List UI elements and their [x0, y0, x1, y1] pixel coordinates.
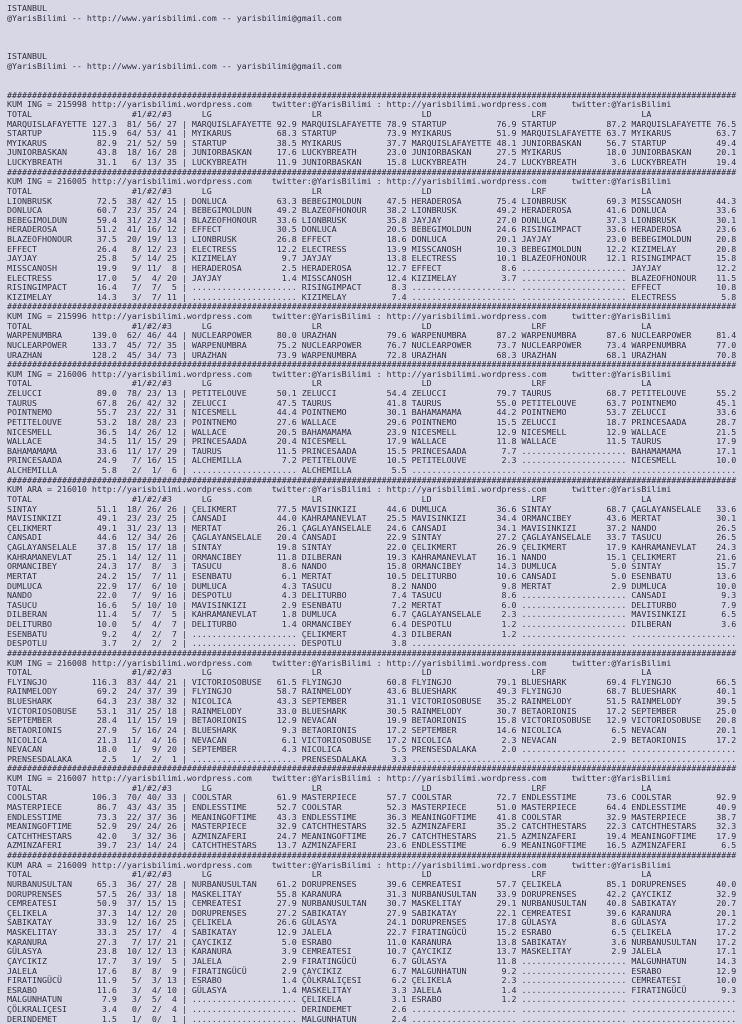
- stat-row-line: KAHRAMANEVLAT 25.1 14/ 12/ 11 | ORMANCIBEY 11.8 DILBERAN 19.3 KAHRAMANEVLAT 16.1 NANDO 15.1 ÇELIKMERT 21.6: [7, 551, 737, 562]
- byline-text: @YarisBilimi -- http://www.yarisbilimi.com -- yarisbilimi@gmail.com: [7, 60, 342, 71]
- stat-row-line: VICTORIOSOBUSE 53.1 31/ 25/ 18 | RAINMELODY 33.0 BLUESHARK 30.5 RAINMELODY 30.7 BETAORIONIS 17.2 SEPTEMBER 25.0: [7, 705, 737, 716]
- stat-row-line: MASKELITAY 33.3 25/ 17/ 4 | SABIKATAY 12.9 JALELA 22.7 FIRATINGÜCÜ 15.2 ESRABO 6.5 ÇELIKELA 17.2: [7, 927, 737, 937]
- stat-row-line: CEMREATESI 50.9 37/ 15/ 15 | CEMREATESI 27.9 NURBANUSULTAN 30.7 MASKELITAY 29.1 NURBANUSULTAN 40.8 SABIKATAY 20.7: [7, 898, 737, 909]
- section-title-line: KUM ARA = 216010 http://yarisbilimi.wordpress.com twitter:@YarisBilimi : http://yarisbilimi.wordpress.com twitter:@YarisBilimi: [7, 484, 672, 495]
- stat-row-line: BLAZEOFHONOUR 37.5 20/ 19/ 13 | LIONBRUSK 26.8 EFFECT 18.6 DONLUCA 20.1 JAYJAY 23.0 BEBEGIMOLDUN 20.8: [7, 234, 737, 244]
- stat-row-line: DUMLUCA 22.9 17/ 6/ 10 | DUMLUCA 4.3 TASUCU 8.2 NANDO 9.8 MERTAT 2.9 DUMLUCA 10.0: [7, 580, 737, 591]
- stat-row-line: DILBERAN 11.4 5/ 7/ 5 | KAHRAMANEVLAT 1.8 DUMLUCA 6.7 ÇAGLAYANSELALE 2.3 ..................... MAVISINKIZI 6.5: [7, 609, 737, 620]
- stat-row-line: NANDO 22.0 7/ 9/ 16 | DESPOTLU 4.3 DELITURBO 7.4 TASUCU 8.6 ..................... CANSADI 9.3: [7, 590, 737, 601]
- stat-row-line: ESENBATU 9.2 4/ 2/ 7 | ..................... ÇELIKMERT 4.3 DILBERAN 1.2 ..................... .....................: [7, 628, 737, 639]
- race-section: [7, 851, 742, 1024]
- stat-row-line: ENDLESSTIME 73.3 22/ 37/ 36 | MEANINGOFTIME 43.3 ENDLESSTIME 36.3 MEANINGOFTIME 41.8 COOLSTAR 32.9 MASTERPIECE 38.7: [7, 811, 737, 822]
- stat-row-line: POINTNEMO 55.7 23/ 22/ 31 | NICESMELL 44.4 POINTNEMO 30.1 BAHAMAMAMA 44.2 POINTNEMO 53.7 ZELUCCI 33.6: [7, 407, 737, 418]
- stat-row-line: CANSADI 44.6 12/ 34/ 26 | ÇAGLAYANSELALE 20.4 CANSADI 22.9 SINTAY 27.2 ÇAGLAYANSELALE 33.7 TASUCU 26.5: [7, 532, 737, 543]
- stat-row-line: LUCKYBREATH 31.1 6/ 13/ 35 | LUCKYBREATH 11.9 JUNIORBASKAN 15.8 LUCKYBREATH 24.7 LUCKYBREATH 3.6 LUCKYBREATH 19.4: [7, 157, 737, 167]
- stat-row-line: ÇAGLAYANSELALE 37.8 15/ 17/ 18 | SINTAY 19.8 SINTAY 22.0 ÇELIKMERT 26.9 ÇELIKMERT 17.9 KAHRAMANEVLAT 24.3: [7, 542, 737, 552]
- stat-row-line: DORUPRENSES 57.5 26/ 33/ 18 | MASKELITAY 55.8 KARANURA 31.3 NURBANUSULTAN 33.9 DORUPRENSES 42.2 ÇAYCIKIZ 32.9: [7, 888, 737, 899]
- byline-text: @YarisBilimi -- http://www.yarisbilimi.com -- yarisbilimi@gmail.com: [7, 12, 342, 23]
- stat-row-line: MISSCANOSH 19.9 9/ 11/ 8 | HERADEROSA 2.5 HERADEROSA 12.7 EFFECT 8.6 ..................... JAYJAY 12.2: [7, 262, 737, 273]
- separator-line: ##################################################################################################################################################: [7, 763, 737, 774]
- stat-row-line: KARANURA 27.3 7/ 17/ 21 | ÇAYCIKIZ 5.0 ESRABO 11.0 KARANURA 13.8 SABIKATAY 3.6 NURBANUSULTAN 17.2: [7, 936, 737, 947]
- stat-row-line: MARQUISLAFAYETTE 127.3 81/ 56/ 27 | MARQUISLAFAYETTE 92.9 MARQUISLAFAYETTE 78.9 STARTUP 76.9 STARTUP 87.2 MARQUISLAFAYETTE 76.5: [7, 118, 737, 129]
- stat-row-line: SINTAY 51.1 18/ 26/ 26 | ÇELIKMERT 77.5 MAVISINKIZI 44.6 DUMLUCA 36.6 SINTAY 68.7 ÇAGLAYANSELALE 33.6: [7, 503, 737, 514]
- stat-row-line: ÇELIKELA 37.3 14/ 12/ 20 | DORUPRENSES 27.2 SABIKATAY 27.9 SABIKATAY 22.1 CEMREATESI 39.6 KARANURA 20.1: [7, 907, 737, 918]
- intro-byline-line: [7, 62, 742, 72]
- stat-row-line: PETITELOUVE 53.2 18/ 28/ 23 | POINTNEMO 27.6 WALLACE 29.6 POINTNEMO 15.5 ZELUCCI 18.7 PRINCESAADA 28.7: [7, 416, 737, 427]
- column-header-line: TOTAL #1/#2/#3 LG LR LD LRF LA: [7, 378, 652, 389]
- blank-line: [7, 43, 742, 53]
- race-section: [7, 764, 742, 851]
- stat-row-line: NICESMELL 36.5 14/ 26/ 12 | WALLACE 20.5 BAHAMAMAMA 23.9 NICESMELL 12.9 NICESMELL 12.9 WALLACE 21.5: [7, 426, 737, 437]
- city-label: ISTANBUL: [7, 3, 47, 13]
- stat-row-line: WARPENUMBRA 139.0 62/ 46/ 44 | NUCLEARPOWER 80.0 URAZHAN 79.6 WARPENUMBRA 87.2 WARPENUMBRA 87.6 NUCLEARPOWER 81.4: [7, 330, 737, 341]
- stat-row-line: STARTUP 115.9 64/ 53/ 41 | MYIKARUS 68.3 STARTUP 73.9 MYIKARUS 51.9 MARQUISLAFAYETTE 63.7 MYIKARUS 63.7: [7, 128, 737, 139]
- stat-row-line: MERTAT 24.2 15/ 7/ 11 | ESENBATU 6.1 MERTAT 10.5 DELITURBO 10.6 CANSADI 5.0 ESENBATU 13.6: [7, 570, 737, 581]
- stat-row-line: JAYJAY 25.8 5/ 14/ 25 | KIZIMELAY 9.7 JAYJAY 13.8 ELECTRESS 10.1 BLAZEOFHONOUR 12.1 RISINGIMPACT 15.8: [7, 253, 737, 264]
- stat-row-line: PRENSESDALAKA 2.5 1/ 2/ 1 | ..................... PRENSESDALAKA 3.3 ..................... ..................... .....................: [7, 753, 737, 764]
- column-header-line: TOTAL #1/#2/#3 LG LR LD LRF LA: [7, 108, 652, 119]
- intro-block: [7, 4, 742, 91]
- stat-row-line: RAINMELODY 69.2 24/ 37/ 39 | FLYINGJO 58.7 RAINMELODY 43.6 BLUESHARK 49.3 FLYINGJO 68.7 BLUESHARK 40.1: [7, 686, 737, 697]
- column-header-line: TOTAL #1/#2/#3 LG LR LD LRF LA: [7, 667, 652, 678]
- stat-row-line: MEANINGOFTIME 52.9 29/ 24/ 26 | MASTERPIECE 32.9 CATCHTHESTARS 32.5 AZMINZAFERI 35.2 CATCHTHESTARS 22.3 CATCHTHESTARS 32.3: [7, 821, 737, 832]
- stat-row-line: AZMINZAFERI 39.7 23/ 14/ 24 | CATCHTHESTARS 13.7 AZMINZAFERI 23.6 ENDLESSTIME 6.9 MEANINGOFTIME 16.5 AZMINZAFERI 6.5: [7, 840, 737, 851]
- separator-line: ##################################################################################################################################################: [7, 166, 737, 177]
- separator-line: ##################################################################################################################################################: [7, 474, 737, 485]
- stat-row-line: KIZIMELAY 14.3 3/ 7/ 11 | ..................... KIZIMELAY 7.4 ..................... ..................... ELECTRESS 5.8: [7, 291, 737, 302]
- stat-row-line: NURBANUSULTAN 65.3 36/ 27/ 28 | NURBANUSULTAN 61.2 DORUPRENSES 39.6 CEMREATESI 57.7 ÇELIKELA 85.1 DORUPRENSES 40.0: [7, 878, 737, 889]
- stat-row-line: DERINDEMET 1.5 1/ 0/ 1 | ..................... MALGUNHATUN 2.4 ..................... ..................... .....................: [7, 1013, 737, 1024]
- section-title-line: KUM ING = 216005 http://yarisbilimi.wordpress.com twitter:@YarisBilimi : http://yarisbilimi.wordpress.com twitter:@YarisBilimi: [7, 176, 672, 187]
- stat-row-line: FIRATINGÜCÜ 11.9 5/ 3/ 13 | ESRABO 1.4 ÇÖLKRALIÇESI 6.2 ÇELIKELA 2.3 ..................... CEMREATESI 10.0: [7, 975, 737, 986]
- stat-row-line: URAZHAN 128.2 45/ 34/ 73 | URAZHAN 73.9 WARPENUMBRA 72.8 URAZHAN 68.3 URAZHAN 68.1 URAZHAN 70.8: [7, 349, 737, 360]
- separator-line: ##################################################################################################################################################: [7, 359, 737, 370]
- blank-line: [7, 23, 742, 33]
- stat-row-line: GÜLASYA 23.8 10/ 12/ 13 | KARANURA 3.9 CEMREATESI 10.7 ÇAYCIKIZ 13.7 MASKELITAY 2.9 JALELA 17.1: [7, 946, 737, 957]
- separator-line: ##################################################################################################################################################: [7, 647, 737, 658]
- stat-row-line: BLUESHARK 64.3 23/ 38/ 32 | NICOLICA 43.3 SEPTEMBER 31.1 VICTORIOSOBUSE 35.2 RAINMELODY 51.5 RAINMELODY 39.5: [7, 696, 737, 706]
- stat-row-line: HERADEROSA 51.2 41/ 16/ 12 | EFFECT 30.5 DONLUCA 20.5 BEBEGIMOLDUN 24.6 RISINGIMPACT 33.6 HERADEROSA 23.6: [7, 224, 737, 235]
- stat-row-line: WALLACE 34.5 11/ 15/ 29 | PRINCESAADA 20.4 NICESMELL 17.9 WALLACE 11.8 WALLACE 11.5 TAURUS 17.9: [7, 436, 737, 447]
- stat-row-line: ELECTRESS 17.0 5/ 4/ 20 | JAYJAY 1.4 MISSCANOSH 12.4 KIZIMELAY 3.7 ..................... BLAZEOFHONOUR 11.5: [7, 272, 737, 283]
- race-section: [7, 360, 742, 476]
- stat-row-line: TAURUS 67.8 26/ 42/ 32 | ZELUCCI 47.5 TAURUS 41.8 TAURUS 55.0 PETITELOUVE 63.7 POINTNEMO 45.1: [7, 397, 737, 408]
- stat-row-line: DESPOTLU 3.7 2/ 2/ 2 | ..................... DESPOTLU 3.8 ..................... ..................... .....................: [7, 638, 737, 649]
- sections-container: [7, 91, 742, 1024]
- column-header-line: TOTAL #1/#2/#3 LG LR LD LRF LA: [7, 320, 652, 331]
- separator-line: ##################################################################################################################################################: [7, 850, 737, 860]
- race-section: [7, 649, 742, 765]
- column-header-line: TOTAL #1/#2/#3 LG LR LD LRF LA: [7, 493, 652, 504]
- section-title-line: KUM ING = 216007 http://yarisbilimi.wordpress.com twitter:@YarisBilimi : http://yarisbilimi.wordpress.com twitter:@YarisBilimi: [7, 773, 672, 783]
- stat-row-line: ZELUCCI 89.0 78/ 23/ 13 | PETITELOUVE 50.1 ZELUCCI 54.4 ZELUCCI 79.7 TAURUS 68.7 PETITELOUVE 55.2: [7, 388, 737, 398]
- stat-row-line: FLYINGJO 116.3 83/ 44/ 21 | VICTORIOSOBUSE 61.5 FLYINGJO 60.8 FLYINGJO 79.1 BLUESHARK 69.4 FLYINGJO 66.5: [7, 676, 737, 687]
- stat-row-line: ÇELIKMERT 49.1 31/ 23/ 13 | MERTAT 26.1 ÇAGLAYANSELALE 24.6 CANSADI 34.1 MAVISINKIZI 37.2 NANDO 26.5: [7, 522, 737, 533]
- stat-row-line: MYIKARUS 82.9 21/ 52/ 59 | STARTUP 38.5 MYIKARUS 37.7 MARQUISLAFAYETTE 48.1 JUNIORBASKAN 56.7 STARTUP 49.4: [7, 137, 737, 148]
- stat-row-line: MAVISINKIZI 49.1 23/ 23/ 25 | CANSADI 44.0 KAHRAMANEVLAT 25.5 MAVISINKIZI 34.4 ORMANCIBEY 43.6 MERTAT 30.1: [7, 513, 737, 524]
- stat-row-line: TASUCU 16.6 5/ 10/ 10 | MAVISINKIZI 2.9 ESENBATU 7.2 MERTAT 6.0 ..................... DELITURBO 7.9: [7, 599, 737, 610]
- section-title-line: KUM ARA = 216009 http://yarisbilimi.wordpress.com twitter:@YarisBilimi : http://yarisbilimi.wordpress.com twitter:@YarisBilimi: [7, 859, 672, 870]
- section-title-line: KUM ING = 216006 http://yarisbilimi.wordpress.com twitter:@YarisBilimi : http://yarisbilimi.wordpress.com twitter:@YarisBilimi: [7, 368, 672, 379]
- stat-row-line: JUNIORBASKAN 43.8 18/ 16/ 28 | JUNIORBASKAN 17.6 LUCKYBREATH 23.0 JUNIORBASKAN 27.5 MYIKARUS 18.0 JUNIORBASKAN 20.1: [7, 147, 737, 158]
- stat-row-line: BAHAMAMAMA 33.6 11/ 17/ 29 | TAURUS 11.5 PRINCESAADA 15.5 PRINCESAADA 7.7 ..................... BAHAMAMAMA 17.1: [7, 445, 737, 456]
- stat-row-line: COOLSTAR 106.3 70/ 40/ 33 | COOLSTAR 61.9 MASTERPIECE 57.7 COOLSTAR 72.7 ENDLESSTIME 73.6 COOLSTAR 92.9: [7, 792, 737, 803]
- stat-row-line: LIONBRUSK 72.5 38/ 42/ 15 | DONLUCA 63.3 BEBEGIMOLDUN 47.5 HERADEROSA 75.4 LIONBRUSK 69.3 MISSCANOSH 44.3: [7, 195, 737, 206]
- section-title-line: KUM ING = 215998 http://yarisbilimi.wordpress.com twitter:@YarisBilimi : http://yarisbilimi.wordpress.com twitter:@YarisBilimi: [7, 99, 672, 110]
- intro-byline-line: [7, 14, 742, 24]
- stat-row-line: SEPTEMBER 28.4 11/ 15/ 19 | BETAORIONIS 12.9 NEVACAN 19.9 BETAORIONIS 15.8 VICTORIOSOBUSE 12.9 VICTORIOSOBUSE 20.8: [7, 715, 737, 726]
- stat-row-line: BEBEGIMOLDUN 59.4 31/ 23/ 34 | BLAZEOFHONOUR 33.6 LIONBRUSK 35.8 JAYJAY 27.0 DONLUCA 37.3 LIONBRUSK 30.1: [7, 214, 737, 225]
- stat-row-line: ALCHEMILLA 5.8 2/ 1/ 6 | ..................... ALCHEMILLA 5.5 ..................... ..................... .....................: [7, 465, 737, 475]
- stat-row-line: EFFECT 26.4 8/ 12/ 23 | ELECTRESS 12.2 ELECTRESS 13.9 MISSCANOSH 10.3 BEBEGIMOLDUN 12.2 KIZIMELAY 20.8: [7, 243, 737, 254]
- blank-line: [7, 71, 742, 81]
- race-section: [7, 91, 742, 168]
- stat-row-line: ORMANCIBEY 24.3 17/ 8/ 3 | TASUCU 8.6 NANDO 15.8 ORMANCIBEY 14.3 DUMLUCA 5.0 SINTAY 15.7: [7, 561, 737, 572]
- stat-row-line: MASTERPIECE 86.7 43/ 43/ 35 | ENDLESSTIME 52.7 COOLSTAR 52.3 MASTERPIECE 51.0 MASTERPIECE 64.4 ENDLESSTIME 40.9: [7, 801, 737, 812]
- stat-row-line: NEVACAN 18.0 1/ 9/ 20 | SEPTEMBER 4.3 NICOLICA 5.5 PRENSESDALAKA 2.0 ..................... .....................: [7, 744, 737, 755]
- separator-line: ##################################################################################################################################################: [7, 89, 737, 100]
- stat-row-line: ESRABO 11.6 3/ 4/ 10 | GÜLASYA 1.4 MASKELITAY 3.3 JALELA 1.4 ..................... FIRATINGÜCÜ 9.3: [7, 984, 737, 995]
- stat-row-line: BETAORIONIS 27.9 5/ 16/ 24 | BLUESHARK 9.3 BETAORIONIS 17.2 SEPTEMBER 14.6 NICOLICA 6.5 NEVACAN 20.1: [7, 724, 737, 735]
- stat-row-line: NICOLICA 21.3 11/ 4/ 16 | NEVACAN 6.1 VICTORIOSOBUSE 17.2 NICOLICA 2.3 NEVACAN 2.9 BETAORIONIS 17.2: [7, 734, 737, 745]
- stat-row-line: ÇÖLKRALIÇESI 3.4 0/ 2/ 4 | ..................... DERINDEMET 2.6 ..................... ..................... .....................: [7, 1004, 737, 1014]
- stat-row-line: JALELA 17.6 8/ 8/ 9 | FIRATINGÜCÜ 2.9 ÇAYCIKIZ 6.7 MALGUNHATUN 9.2 ..................... ESRABO 12.9: [7, 965, 737, 976]
- stat-row-line: MALGUNHATUN 7.9 3/ 5/ 4 | ..................... ÇELIKELA 3.1 ESRABO 1.2 ..................... .....................: [7, 994, 737, 1005]
- blank-line: [7, 33, 742, 43]
- stat-row-line: ÇAYCIKIZ 17.7 3/ 19/ 5 | JALELA 2.9 FIRATINGÜCÜ 6.7 GÜLASYA 11.8 ..................... MALGUNHATUN 14.3: [7, 955, 737, 966]
- stat-row-line: CATCHTHESTARS 42.0 3/ 32/ 36 | AZMINZAFERI 24.7 MEANINGOFTIME 26.7 CATCHTHESTARS 21.5 AZMINZAFERI 19.4 MEANINGOFTIME 17.9: [7, 830, 737, 841]
- city-label: ISTANBUL: [7, 51, 47, 62]
- race-section: [7, 302, 742, 360]
- section-title-line: KUM ING = 216008 http://yarisbilimi.wordpress.com twitter:@YarisBilimi : http://yarisbilimi.wordpress.com twitter:@YarisBilimi: [7, 657, 672, 668]
- separator-line: ##################################################################################################################################################: [7, 301, 737, 312]
- stat-row-line: DONLUCA 60.7 23/ 35/ 24 | BEBEGIMOLDUN 49.2 BLAZEOFHONOUR 38.2 LIONBRUSK 49.2 HERADEROSA 41.6 DONLUCA 33.6: [7, 205, 737, 216]
- stat-row-line: DELITURBO 10.0 5/ 4/ 7 | DELITURBO 1.4 ORMANCIBEY 6.4 DESPOTLU 1.2 ..................... DILBERAN 3.6: [7, 619, 737, 629]
- stat-row-line: SABIKATAY 33.9 12/ 16/ 25 | ÇELIKELA 26.6 GÜLASYA 24.1 DORUPRENSES 17.8 GÜLASYA 8.6 GÜLASYA 17.2: [7, 917, 737, 928]
- race-section: [7, 168, 742, 303]
- column-header-line: TOTAL #1/#2/#3 LG LR LD LRF LA: [7, 782, 652, 793]
- stat-row-line: RISINGIMPACT 16.4 7/ 7/ 5 | ..................... RISINGIMPACT 8.3 ..................... ..................... EFFECT 10.8: [7, 282, 737, 293]
- column-header-line: TOTAL #1/#2/#3 LG LR LD LRF LA: [7, 185, 652, 196]
- race-section: [7, 476, 742, 649]
- stat-row-line: PRINCESAADA 24.9 7/ 16/ 15 | ALCHEMILLA 7.2 PETITELOUVE 10.5 PETITELOUVE 2.3 ..................... NICESMELL 10.0: [7, 455, 737, 466]
- section-title-line: KUM ING = 215996 http://yarisbilimi.wordpress.com twitter:@YarisBilimi : http://yarisbilimi.wordpress.com twitter:@YarisBilimi: [7, 311, 672, 321]
- column-header-line: TOTAL #1/#2/#3 LG LR LD LRF LA: [7, 869, 652, 880]
- stat-row-line: NUCLEARPOWER 133.7 45/ 72/ 35 | WARPENUMBRA 75.2 NUCLEARPOWER 76.7 NUCLEARPOWER 73.7 NUCLEARPOWER 73.4 WARPENUMBRA 77.0: [7, 339, 737, 350]
